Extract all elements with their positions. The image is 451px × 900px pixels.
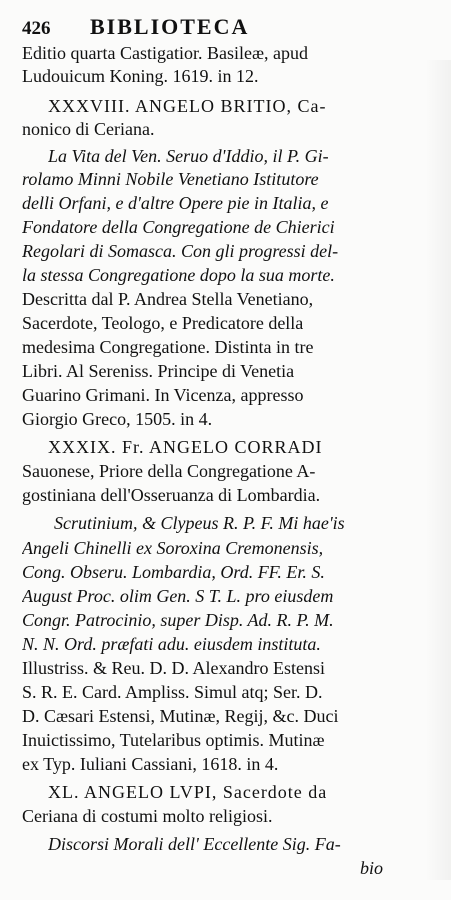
text-line: Editio quarta Castigatior. Basileæ, apud [22,43,308,63]
text-line: S. R. E. Card. Ampliss. Simul atq; Ser. D. [22,682,323,702]
italic-title-line: Cong. Obseru. Lombardia, Ord. FF. Er. S. [22,562,325,582]
text-line: gostiniana dell'Osseruanza di Lombardia. [22,485,321,505]
text-line: Sacerdote, Teologo, e Predicatore della [22,313,304,333]
italic-title-line: rolamo Minni Nobile Venetiano Istitutore [22,169,319,189]
italic-title-line: la stessa Congregatione dopo la sua morte. [22,265,335,285]
italic-title-line: Regolari di Somasca. Con gli progressi del- [22,241,339,261]
text-line: Libri. Al Sereniss. Principe di Venetia [22,361,295,381]
text-line: ex Typ. Iuliani Cassiani, 1618. in 4. [22,754,279,774]
running-title: BIBLIOTECA [90,14,250,39]
italic-title-line: delli Orfani, e d'altre Opere pie in Italia, e [22,193,329,213]
entry-heading: XXXIX. Fr. ANGELO CORRADI [48,437,323,457]
italic-title-line: La Vita del Ven. Seruo d'Iddio, il P. Gi- [48,146,329,166]
entry-heading: XL. ANGELO LVPI, Sacerdote da [48,782,328,802]
page-number: 426 [22,18,51,39]
text-line: Sauonese, Priore della Congregatione A- [22,461,316,481]
entry-heading: XXXVIII. ANGELO BRITIO, Ca- [48,96,327,116]
text-line: medesima Congregatione. Distinta in tre [22,337,314,357]
italic-title-line: Angeli Chinelli ex Soroxina Cremonensis, [22,538,324,558]
text-line: nonico di Ceriana. [22,119,155,139]
italic-title-line: August Proc. olim Gen. S T. L. pro eiusdem [22,586,334,606]
page-edge-shading [425,60,451,880]
italic-title-line: Fondatore della Congregatione de Chierici [22,217,335,237]
text-line: Guarino Grimani. In Vicenza, appresso [22,385,304,405]
text-line: Descritta dal P. Andrea Stella Venetiano, [22,289,314,309]
text-line: Giorgio Greco, 1505. in 4. [22,409,213,429]
italic-title-line: Discorsi Morali dell' Eccellente Sig. Fa- [48,834,341,854]
text-line: D. Cæsari Estensi, Mutinæ, Regij, &c. Duci [22,706,339,726]
text-line: Ceriana di costumi molto religiosi. [22,806,273,826]
italic-title-line: Scrutinium, & Clypeus R. P. F. Mi hae'is [54,513,345,533]
italic-title-line: Congr. Patrocinio, super Disp. Ad. R. P. M. [22,610,334,630]
catchword: bio [360,858,384,878]
italic-title-line: N. N. Ord. præfati adu. eiusdem instituta. [22,634,321,654]
text-line: Inuictissimo, Tutelaribus optimis. Mutinæ [22,730,325,750]
text-line: Ludouicum Koning. 1619. in 12. [22,66,259,86]
text-line: Illustriss. & Reu. D. D. Alexandro Estensi [22,658,325,678]
